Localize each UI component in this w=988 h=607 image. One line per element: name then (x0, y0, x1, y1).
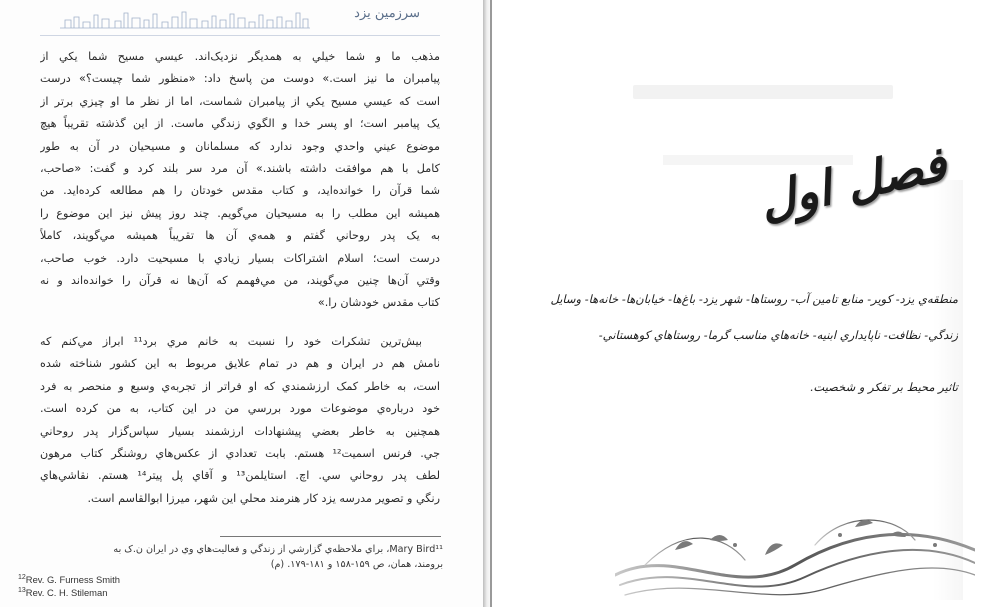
footnote-11: Mary Bird¹¹، براي ملاحظه‌ي گزارشي از زندگي و فعاليت‌هاي وي در ايران ن.ک به (113, 544, 443, 555)
text-line: شما قرآن را خوانده‌ايد، و کتاب مقدس خودتان را هم مطالعه کرده‌ايد. من (40, 184, 440, 198)
skyline-ornament (60, 8, 310, 30)
chapter-subtitle-line: تاثير محيط بر تفکر و شخصيت. (809, 380, 958, 394)
text-line: درست است؛ اسلام اشتراکات بسيار زيادي با مسيحيت دارد. خوب صاحب، (40, 251, 440, 265)
left-page (0, 0, 483, 607)
text-line: به يک پدر روحاني گفتم و همه‌ي آن ها تقريباً هميشه مي‌گويند، کاملاً (40, 229, 440, 243)
header-divider (40, 35, 440, 36)
text-line: يک پيامبر است؛ او پسر خدا و الگوي زندگي ماست. از اين گذشته تقريباً هيچ (40, 117, 440, 131)
text-line: رنگي و تصوير مدرسه يزد کار هنرمند محلي اين شهر، ميرزا ابوالقاسم است. (87, 491, 440, 505)
header-title: سرزمين يزد (354, 6, 420, 21)
text-line: نامش هم در ايران و هم در تمام علايق مربوط به اين کشور شناخته شده (40, 357, 440, 371)
bleed-through-shadow (633, 85, 893, 99)
text-line: کتاب مقدس خودشان را.» (317, 296, 440, 310)
footnote-13: $^{13}$Rev. C. H. Stileman (18, 587, 108, 599)
text-line: بيش‌ترين تشکرات خود را نسبت به خانم مري برد¹¹ ابراز مي‌کنم که (40, 335, 422, 348)
text-line: پيامبران ما نيز است.» دوست من پاسخ داد: «منظور شما چيست؟» درست (40, 72, 440, 86)
text-line: هميشه اين مطلب را به مسيحيان مي‌گويم. چند روز پيش نيز اين موضوع را (40, 206, 440, 220)
running-header (60, 6, 420, 30)
text-line: وقتي آن‌ها چنين مي‌گويند، من مي‌فهمم که آن‌ها نه قرآن را خوانده‌اند و نه (40, 273, 440, 287)
text-line: است که عيسي مسيح يکي از پيامبران شماست، اما از نظر ما او چيزي برتر از (40, 94, 440, 108)
floral-swirl-ornament (615, 505, 975, 607)
text-line: لطف پدر روحاني سي. اچ. استايلمن¹³ و آقاي پل پيتر¹⁴ هستم. نقاشي‌هاي (40, 469, 440, 483)
text-line: مذهب ما و شما خيلي به همديگر نزديک‌اند. عيسي مسيح شما يکي از (40, 50, 440, 63)
text-line: کامل با هم موافقت داشته باشند.» آن مرد سر بلند کرد و گفت: «صاحب، (40, 161, 440, 175)
text-line: موضوع عيني واحدي وجود ندارد که مسلمانان و مسيحيان در آن به طور (40, 139, 440, 153)
text-line: جي. فرنس اسميت¹² هستم. بابت تعدادي از عکس‌هاي روشنگر کتاب مرهون (40, 446, 440, 460)
chapter-subtitle-line: منطقه‌ي يزد- کوير- منابع تامين آب- روستاها- شهر يزد- باغ‌ها- خيابان‌ها- خانه‌ها- وسايل (550, 292, 958, 306)
text-line: خود درباره‌ي موضوعات مورد بررسي من در اين کتاب، به من کرده است. (40, 402, 440, 416)
chapter-subtitle-line: زندگي- نظافت- ناپايداري ابنيه- خانه‌هاي مناسب گرما- روستاهاي کوهستاني- (598, 328, 958, 342)
chapter-title: فصل اول (754, 135, 952, 231)
page-divider (490, 0, 492, 607)
footnote-11-continued: برومند، همان، ص ۱۵۹-۱۵۸ و ۱۸۱-۱۷۹. (م) (270, 559, 443, 570)
text-line: همچنين به خاطر بعضي پيشنهادات ارزشمند بسيار سپاس‌گزار پدر روحاني (40, 424, 440, 438)
footnote-12: $^{12}$Rev. G. Furness Smith (18, 574, 120, 586)
text-line: است، به خاطر کمک ارزشمندي که او فراتر از تجربه‌ي وسيع و منحصر به فرد (40, 379, 440, 393)
paragraph-1 (40, 46, 440, 315)
footnote-divider (220, 536, 441, 537)
paragraph-2 (40, 331, 440, 510)
footnotes (18, 542, 443, 598)
